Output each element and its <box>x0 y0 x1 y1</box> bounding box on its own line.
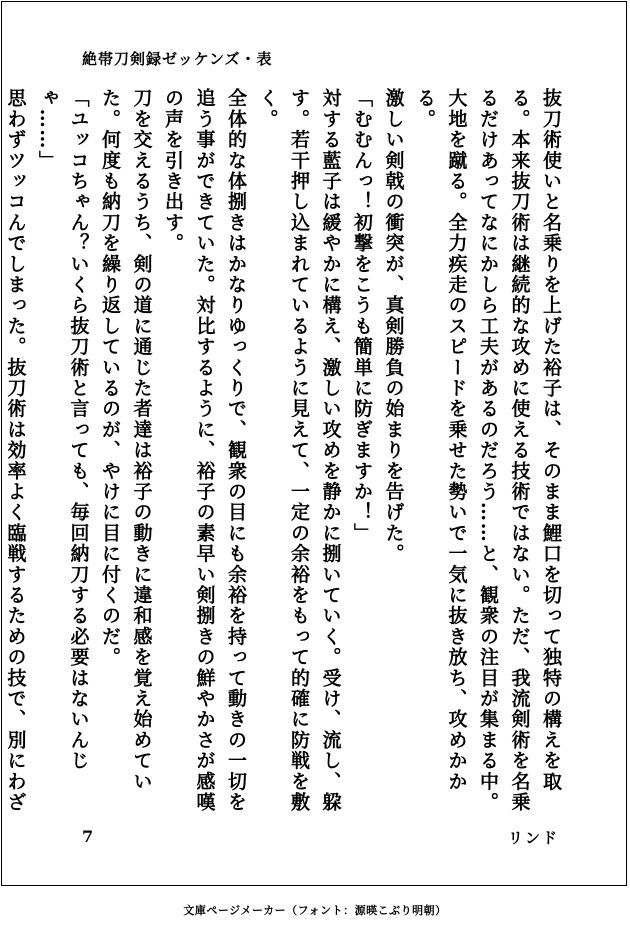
paragraph: 「むむんっ！初撃をこうも簡単に防ぎますか！」 <box>351 88 373 544</box>
page-frame <box>1 1 627 886</box>
paragraph: 刀を交えるうち、剣の道に通じた者達は裕子の動きに違和感を覚え始めていた。何度も納刀を繰り返しているのが、やけに目に付くのだ。 <box>99 88 153 792</box>
paragraph: 全体的な体捌きはかなりゆっくりで、観衆の目にも余裕を持って動きの一切を追う事ができていた。対比するように、裕子の素早い剣捌きの鮮やかさが感嘆の声を引き出す。 <box>162 88 247 813</box>
body-text <box>4 88 566 815</box>
author-name: リンド <box>508 829 560 847</box>
paragraph: 思わずツッコんでしまった。抜刀術は効率よく臨戦するための技で、別にわざ <box>4 88 27 813</box>
footer-caption: 文庫ページメーカー（フォント：源暎こぶり明朝） <box>183 904 447 917</box>
paragraph: 激しい剣戟の衝突が、真剣勝負の始まりを告げた。 <box>382 88 405 565</box>
paragraph: 大地を蹴る。全力疾走のスピードを乗せた勢いで一気に抜き放ち、攻めかかる。 <box>414 88 468 792</box>
paragraph: 対する藍子は緩やかに構え、激しい攻めを静かに捌いていく。受け、流し、躱す。若干押し込まれているように見えて、一定の余裕をもって的確に防戦を敷く。 <box>256 88 342 813</box>
paragraph: 抜刀術使いと名乗りを上げた裕子は、そのまま鯉口を切って独特の構えを取る。本来抜刀術は継続的な攻めに使える技術ではない。ただ、我流剣術を名乗るだけあってなにかしら工夫があるのだろう……と、観衆の注目が集まる中。 <box>477 88 562 813</box>
page-number: 7 <box>82 827 94 846</box>
running-title: 絶帯刀剣録ゼッケンズ・表 <box>82 50 273 68</box>
paragraph: 「ユッコちゃん？いくら抜刀術と言っても、毎回納刀する必要はないんじゃ……」 <box>36 88 90 772</box>
